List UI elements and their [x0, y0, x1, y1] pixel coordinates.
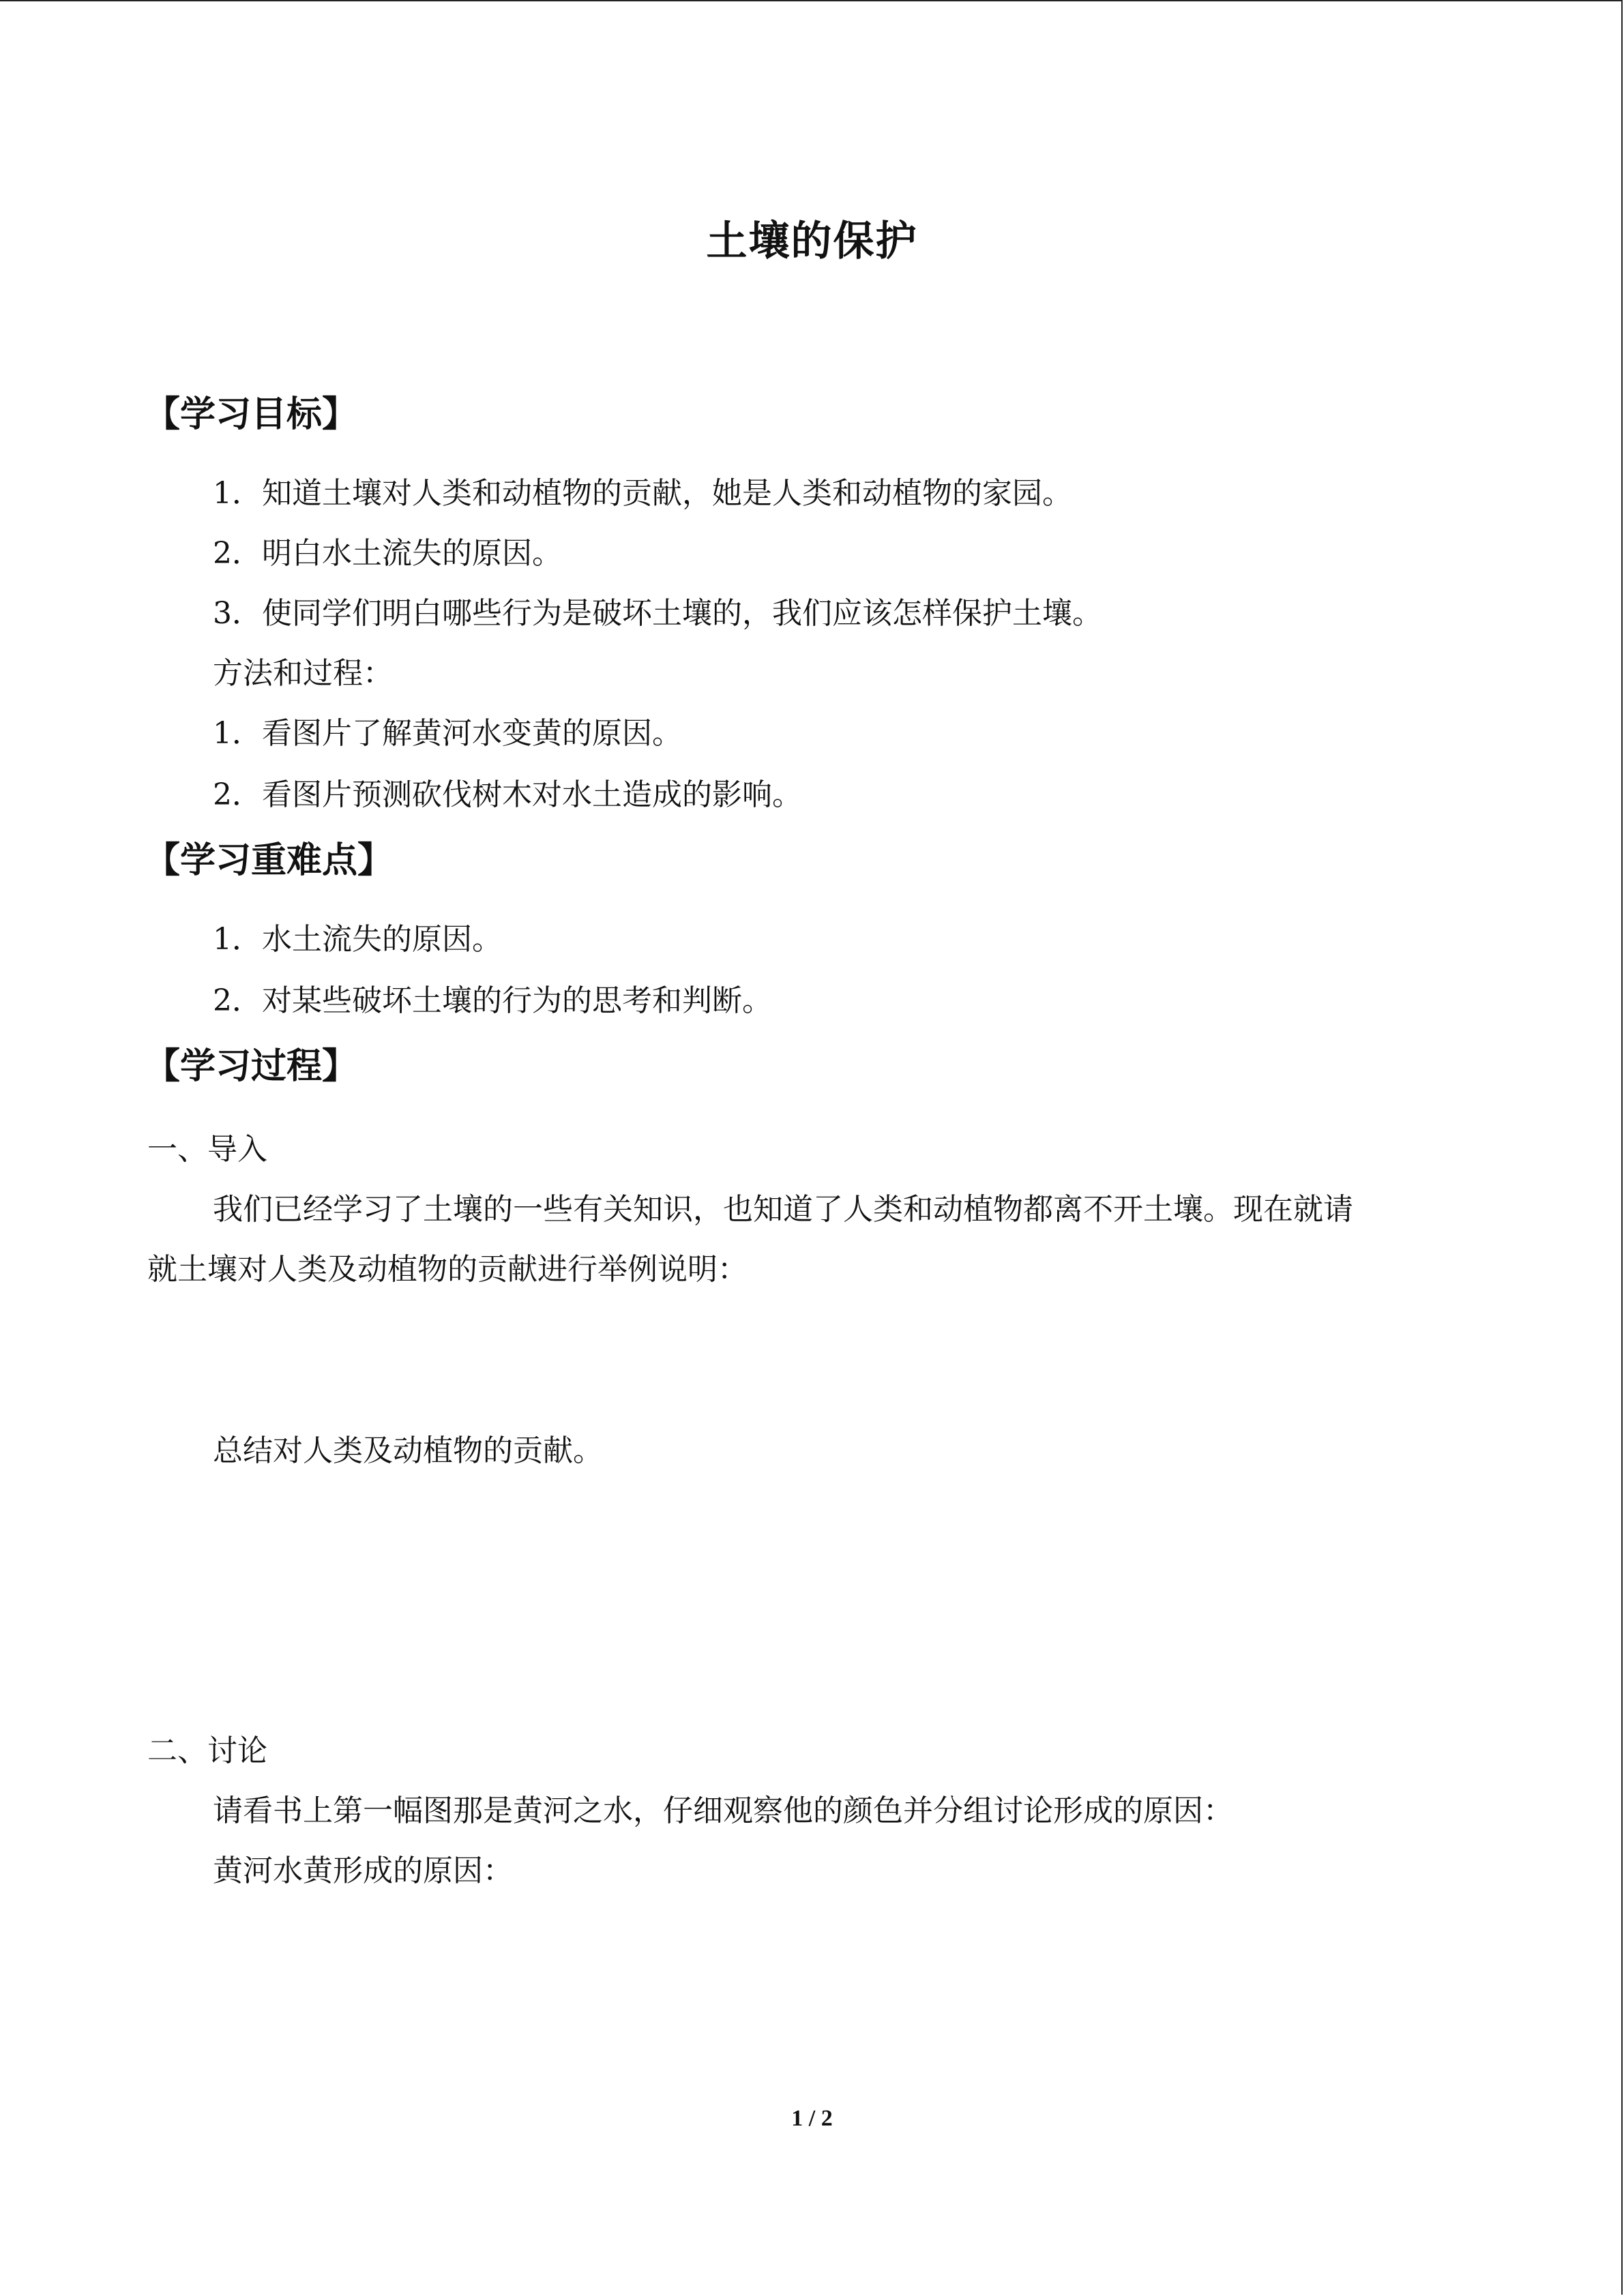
key-point-item-2: 2．对某些破坏土壤的行为的思考和判断。	[213, 983, 772, 1018]
method-item-1: 1．看图片了解黄河水变黄的原因。	[213, 716, 682, 751]
page-title: 土壤的保护	[706, 218, 918, 265]
objective-item-2: 2．明白水土流失的原因。	[213, 536, 562, 571]
intro-paragraph-line-2: 就土壤对人类及动植物的贡献进行举例说明：	[147, 1252, 748, 1287]
heading-key-points: 【学习重难点】	[145, 840, 394, 881]
key-point-item-1: 1．水土流失的原因。	[213, 922, 502, 957]
intro-paragraph-line-1: 我们已经学习了土壤的一些有关知识，也知道了人类和动植物都离不开土壤。现在就请	[213, 1192, 1353, 1227]
discussion-line-1: 请看书上第一幅图那是黄河之水，仔细观察他的颜色并分组讨论形成的原因：	[213, 1793, 1233, 1828]
objective-item-1: 1．知道土壤对人类和动植物的贡献，她是人类和动植物的家园。	[213, 476, 1072, 511]
objective-item-3: 3．使同学们明白哪些行为是破坏土壤的，我们应该怎样保护土壤。	[213, 596, 1102, 631]
intro-summary: 总结对人类及动植物的贡献。	[213, 1433, 603, 1468]
method-label: 方法和过程：	[213, 656, 393, 691]
heading-objectives: 【学习目标】	[145, 394, 358, 435]
intro-label: 一、导入	[147, 1132, 267, 1167]
discussion-line-2: 黄河水黄形成的原因：	[213, 1853, 513, 1888]
discussion-label: 二、讨论	[147, 1733, 267, 1768]
page-number: 1 / 2	[791, 2106, 833, 2131]
heading-process: 【学习过程】	[145, 1046, 358, 1087]
method-item-2: 2．看图片预测砍伐树木对水土造成的影响。	[213, 777, 802, 812]
